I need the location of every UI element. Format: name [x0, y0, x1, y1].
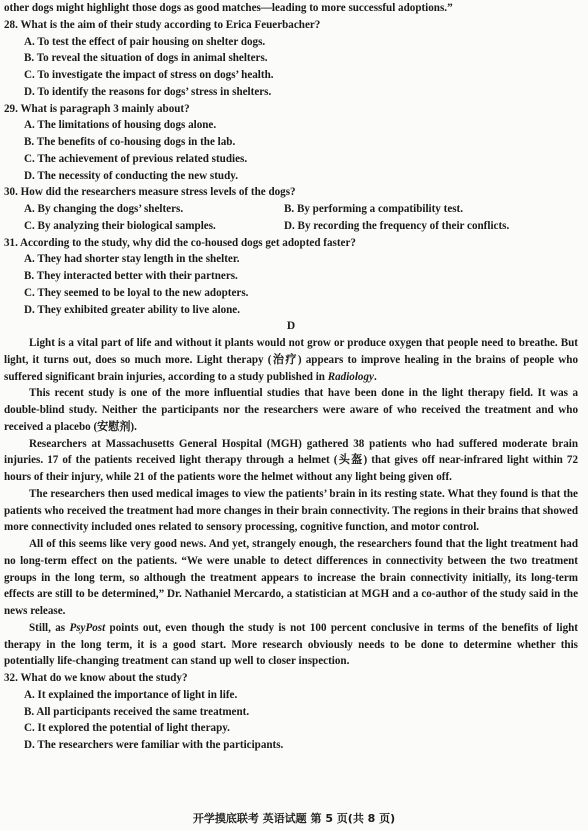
option-b[interactable]: B. All participants received the same treatment.: [24, 705, 250, 718]
paragraph: [4, 385, 578, 435]
paragraph-text: Light is a vital part of life and without it plants would not grow or produce oxygen that people need to breathe. But light, it turns out, does so much more. Light therapy (治疗) appears to improve healing in the brains of people who suffered significant brain injuries, according to a study published in: [4, 337, 578, 383]
question-30: [4, 184, 578, 234]
question-stem: 29. What is paragraph 3 mainly about?: [4, 102, 190, 115]
paragraph-text: Still, as: [29, 621, 70, 634]
question-29: [4, 101, 578, 185]
option-c[interactable]: C. They seemed to be loyal to the new adopters.: [24, 286, 249, 299]
option-d[interactable]: D. To identify the reasons for dogs’ stress in shelters.: [24, 85, 272, 98]
option-a[interactable]: A. The limitations of housing dogs alone.: [24, 119, 217, 132]
paragraph-text: All of this seems like very good news. And yet, strangely enough, the researchers found that the light treatment had no long-term effect on the patients. “We were unable to detect differences in connectivity between the two treatment groups in the long term, so although the treatment appears to increase the brain connectivity initially, its long-term effects are still to be determined,” Dr. Nathaniel Mercardo, a statistician at MGH and a co-author of the study said in the news release.: [4, 538, 578, 617]
paragraph-text: Researchers at Massachusetts General Hospital (MGH) gathered 38 patients who had suffered moderate brain injuries. 17 of the patients received light therapy through a helmet (头盔) that gives off near-infrared light within 72 hours of their injury, while 21 of the patients wore the helmet without any light being given off.: [4, 437, 578, 483]
paragraph-text: .: [373, 370, 377, 383]
option-b[interactable]: B. The benefits of co-housing dogs in the lab.: [24, 136, 236, 148]
paragraph: [4, 436, 578, 486]
passage-c-tail: other dogs might highlight those dogs as good matches—leading to more successful adoptions.”: [4, 2, 453, 14]
option-d[interactable]: D. By recording the frequency of their conflicts.: [284, 219, 510, 232]
option-row: [4, 201, 578, 218]
paragraph-text: This recent study is one of the more influential studies that have been done in the light therapy field. It was a double-blind study. Neither the participants nor the researchers were aware of who received the treatment and who received a placebo (安慰剂).: [4, 387, 578, 433]
section-heading: D: [286, 320, 296, 333]
question-stem: 31. According to the study, why did the co-housed dogs get adopted faster?: [4, 236, 356, 249]
option-d[interactable]: D. The researchers were familiar with the participants.: [24, 739, 284, 751]
option-a[interactable]: A. By changing the dogs’ shelters.: [24, 203, 184, 215]
question-32: [4, 670, 578, 754]
option-c[interactable]: C. To investigate the impact of stress on dogs’ health.: [24, 69, 274, 81]
option-b[interactable]: B. By performing a compatibility test.: [284, 203, 464, 215]
option-d[interactable]: D. They exhibited greater ability to live alone.: [24, 303, 241, 316]
paragraph: [4, 620, 578, 670]
option-c[interactable]: C. It explored the potential of light therapy.: [24, 722, 230, 735]
paragraph-text: points out, even though the study is not 100 percent conclusive in terms of the benefits of light therapy in the long term, it is a good start. More research obviously needs to be done to determine whether this potentially life-changing treatment can stand up well to closer inspection.: [4, 621, 579, 668]
option-a[interactable]: A. To test the effect of pair housing on shelter dogs.: [24, 35, 266, 48]
question-stem: 32. What do we know about the study?: [4, 672, 188, 684]
question-stem: 28. What is the aim of their study according to Erica Feuerbacher?: [4, 18, 321, 31]
question-31: [4, 235, 578, 319]
option-b[interactable]: B. To reveal the situation of dogs in animal shelters.: [24, 52, 268, 65]
option-row: [4, 218, 578, 235]
paragraph: [4, 486, 578, 536]
option-c[interactable]: C. The achievement of previous related studies.: [24, 152, 248, 165]
source-name: PsyPost: [69, 621, 106, 634]
question-28: [4, 17, 578, 101]
passage-d: [4, 335, 578, 670]
option-a[interactable]: A. It explained the importance of light in life.: [24, 688, 238, 701]
paragraph: [4, 335, 578, 385]
page-footer: 开学摸底联考 英语试题 第 5 页(共 8 页): [192, 812, 396, 825]
paragraph: [4, 536, 578, 620]
option-a[interactable]: A. They had shorter stay length in the shelter.: [24, 253, 240, 266]
option-d[interactable]: D. The necessity of conducting the new study.: [24, 169, 238, 182]
paragraph-text: The researchers then used medical images to view the patients’ brain in its resting state. What they found is that the patients who received the treatment had more changes in their brain connectivity. The regions in their brains that showed more connectivity included ones related to sensory processing, cognitive function, and motor control.: [4, 487, 578, 534]
journal-name: Radiology: [327, 370, 374, 383]
question-stem: 30. How did the researchers measure stress levels of the dogs?: [4, 186, 296, 199]
option-b[interactable]: B. They interacted better with their partners.: [24, 270, 238, 282]
option-c[interactable]: C. By analyzing their biological samples.: [24, 219, 216, 232]
